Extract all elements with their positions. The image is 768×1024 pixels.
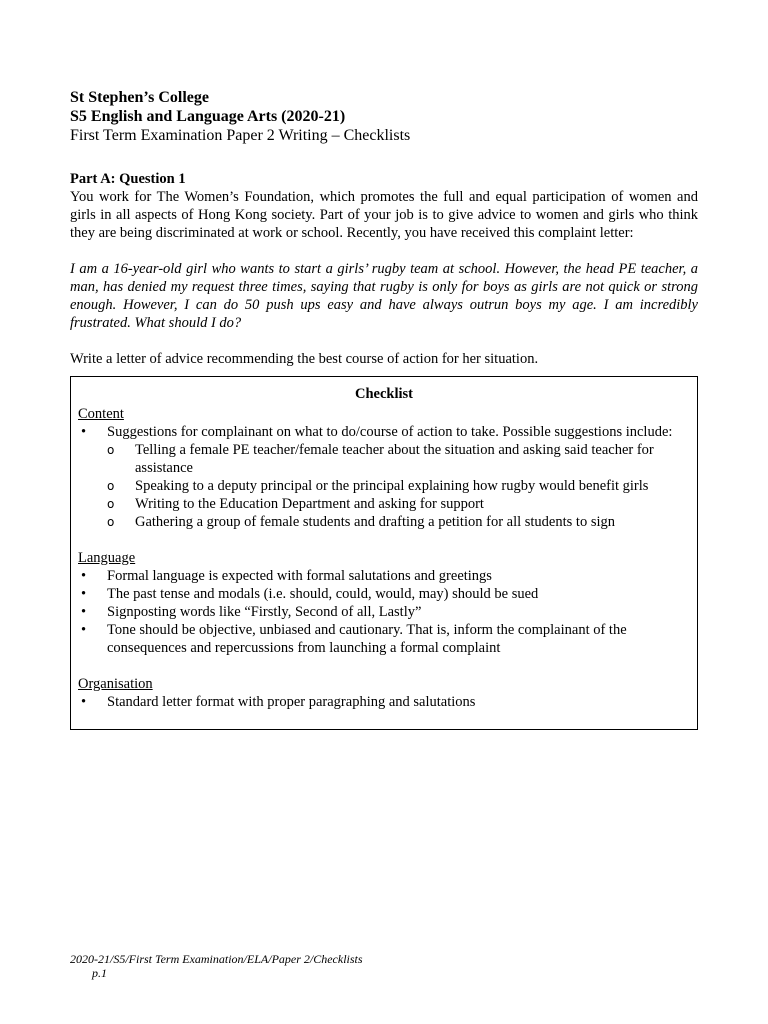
suggestion-list [107, 441, 690, 531]
exam-title: First Term Examination Paper 2 Writing – Checklists [70, 127, 411, 144]
sub-bullet-icon: o [107, 479, 115, 493]
content-main-text: Suggestions for complainant on what to do/course of action to take. Possible suggestions include: [107, 424, 673, 440]
course-title: S5 English and Language Arts (2020-21) [70, 108, 346, 125]
language-heading: Language [78, 550, 136, 566]
bullet-icon: • [81, 604, 87, 620]
sub-bullet-icon: o [107, 443, 115, 457]
content-heading: Content [78, 406, 124, 422]
bullet-icon: • [81, 694, 87, 710]
question-intro: You work for The Women’s Foundation, which promotes the full and equal participation of women and girls in all aspects of Hong Kong society. Part of your job is to give advice to women and girls who think they are being discriminated at work or school. Recently, you have received this complaint letter: [70, 189, 698, 241]
bullet-icon: • [81, 424, 87, 440]
list-item: • Formal language is expected with formal salutations and greetings [81, 568, 492, 584]
list-item: o Writing to the Education Department and asking for support [107, 496, 484, 512]
organisation-list [78, 693, 690, 711]
sub-bullet-icon: o [107, 515, 115, 529]
school-name: St Stephen’s College [70, 89, 209, 106]
list-item: • Signposting words like “Firstly, Second of all, Lastly” [81, 604, 422, 620]
list-item [78, 423, 690, 531]
part-title: Part A: Question 1 [70, 171, 186, 187]
bullet-icon: • [81, 586, 87, 602]
bullet-icon: • [81, 622, 87, 638]
list-item: o Telling a female PE teacher/female teacher about the situation and asking said teacher for assistance [107, 442, 654, 476]
checklist-box [70, 376, 698, 730]
document-page [70, 88, 698, 730]
list-item: • Tone should be objective, unbiased and cautionary. That is, inform the complainant of the consequences and repercussions from launching a formal complaint [81, 622, 627, 656]
list-item: o Gathering a group of female students and drafting a petition for all students to sign [107, 514, 615, 530]
content-list [78, 423, 690, 531]
organisation-heading: Organisation [78, 676, 153, 692]
bullet-icon: • [81, 568, 87, 584]
complaint-letter: I am a 16-year-old girl who wants to start a girls’ rugby team at school. However, the head PE teacher, a man, has denied my request three times, saying that rugby is only for boys as girls are not quick or strong enough. However, I can do 50 push ups easy and have always outrun boys my age. I am incredibly frustrated. What should I do? [70, 261, 698, 331]
list-item: • Standard letter format with proper paragraphing and salutations [81, 694, 476, 710]
task-instruction: Write a letter of advice recommending the best course of action for her situation. [70, 351, 539, 367]
list-item: o Speaking to a deputy principal or the principal explaining how rugby would benefit girls [107, 478, 649, 494]
page-footer [70, 952, 363, 980]
checklist-title: Checklist [355, 386, 413, 402]
page-number: p.1 [92, 966, 107, 980]
list-item: • The past tense and modals (i.e. should, could, would, may) should be sued [81, 586, 539, 602]
footer-path: 2020-21/S5/First Term Examination/ELA/Paper 2/Checklists [70, 952, 363, 966]
language-list [78, 567, 690, 657]
sub-bullet-icon: o [107, 497, 115, 511]
